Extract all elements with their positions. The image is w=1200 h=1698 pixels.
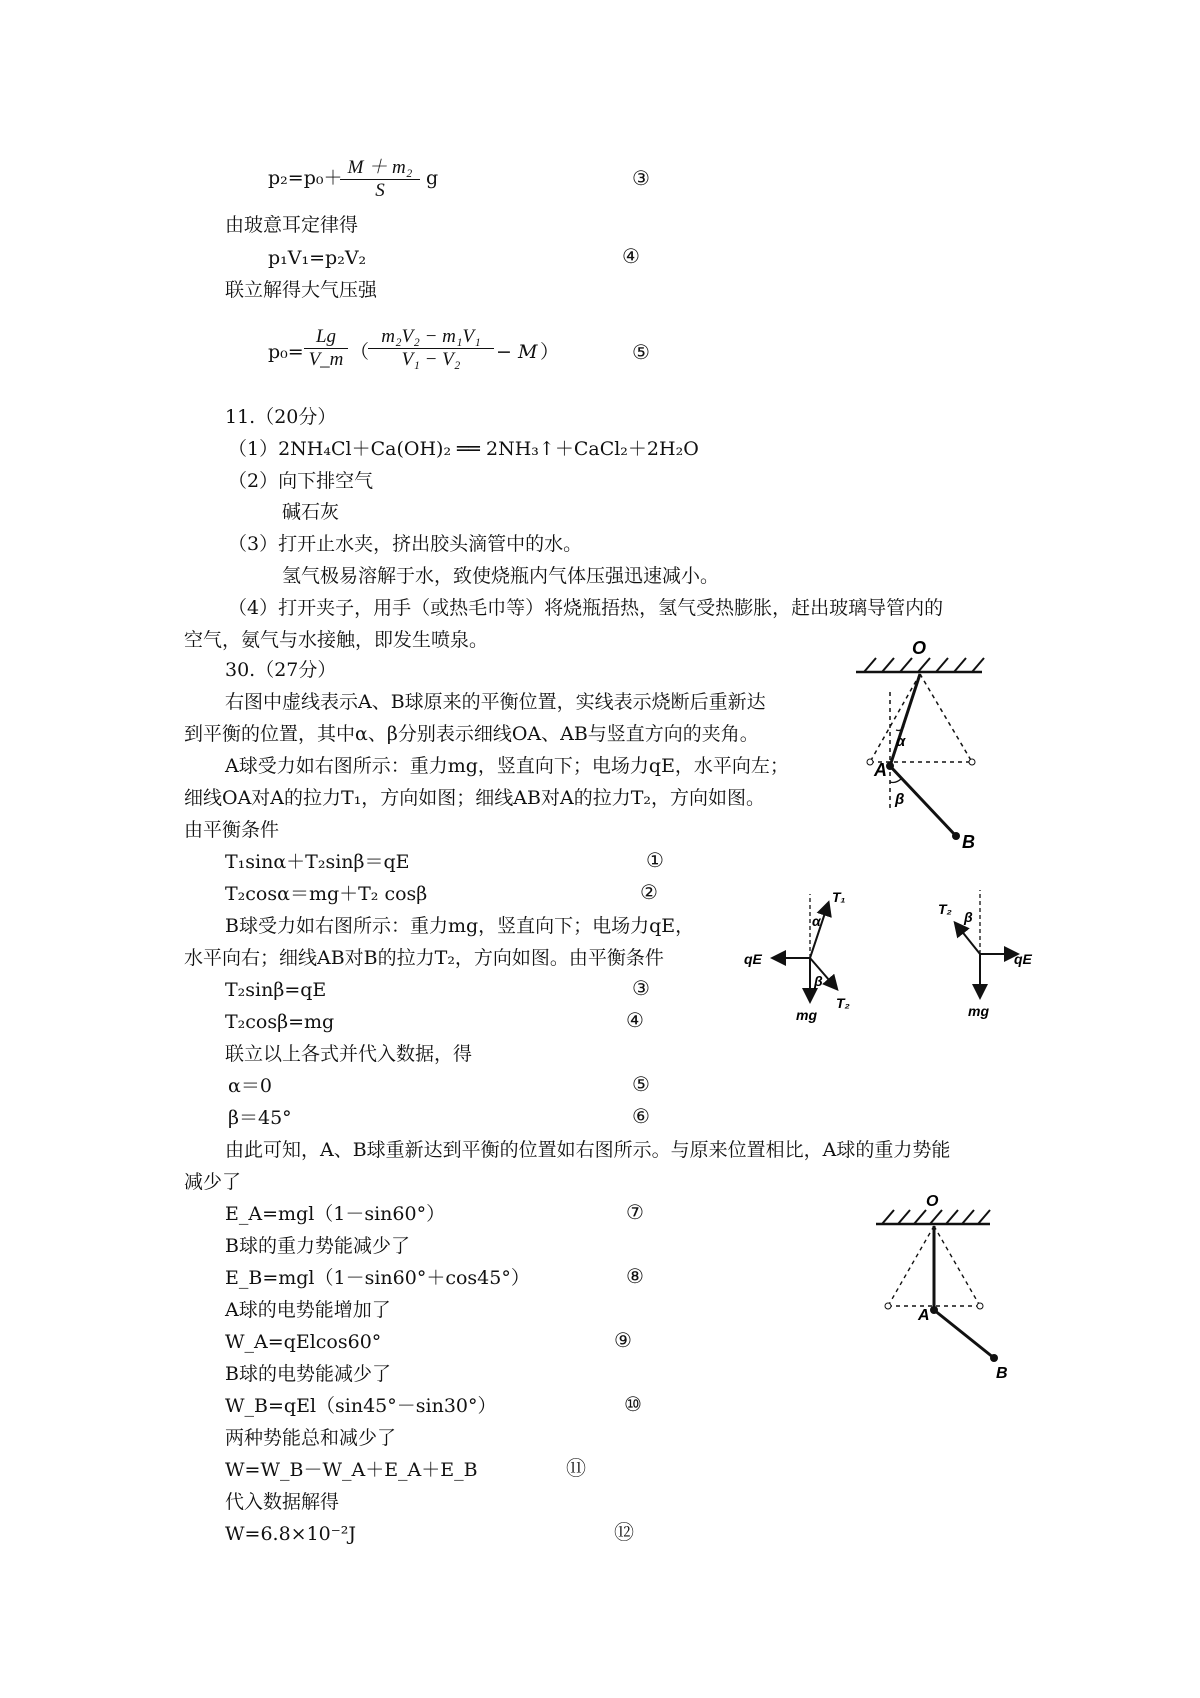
q30-eq12-number: ⑫ [614,1520,634,1544]
solve-label: 联立解得大气压强 [225,279,378,301]
q30-p4: 联立以上各式并代入数据，得 [225,1043,473,1065]
eq5-f1-numer: Lg [315,326,337,347]
eq5-f2-numer: m₂V₂ − m₁V₁ [381,326,481,347]
q30-p9: 两种势能总和减少了 [225,1427,397,1449]
q30-eq9: W_A=qElcos60° [225,1331,382,1353]
fig1-label-O: O [912,638,927,658]
fig2-label-T1: T₁ [832,889,846,905]
q30-p8: B球的电势能减少了 [225,1363,391,1385]
q11-header: 11.（20分） [225,406,337,428]
q30-p10: 代入数据解得 [225,1491,340,1513]
fig3-label-qE: qE [1014,951,1032,967]
q30-p1b: 到平衡的位置，其中α、β分别表示细线OA、AB与竖直方向的夹角。 [184,723,759,745]
q30-p5a: 由此可知，A、B球重新达到平衡的位置如右图所示。与原来位置相比，A球的重力势能 [225,1139,951,1161]
q30-p2b: 细线OA对A的拉力T₁，方向如图；细线AB对A的拉力T₂，方向如图。 [184,787,766,809]
q30-eq6: β＝45° [228,1107,292,1129]
q30-p1a: 右图中虚线表示A、B球原来的平衡位置，实线表示烧断后重新达 [225,691,766,713]
force-diagram-A [740,884,880,1024]
eq3-top-fraction [340,152,420,202]
eq3-top-tail: g [426,167,439,189]
eq5-number: ⑤ [632,340,650,364]
fig3-label-mg: mg [968,1003,989,1019]
q30-eq4-number: ④ [626,1008,644,1032]
fig1-label-alpha: α [896,733,906,750]
q30-eq7: E_A=mgl（1－sin60°） [225,1203,446,1225]
fig1-label-B: B [962,832,975,852]
q11-line-1: （1）2NH₄Cl＋Ca(OH)₂ ══ 2NH₃↑＋CaCl₂＋2H₂O [228,438,699,460]
q30-p2a: A球受力如右图所示：重力mg，竖直向下；电场力qE，水平向左； [225,755,789,777]
q30-eq8: E_B=mgl（1－sin60°＋cos45°） [225,1267,530,1289]
pendulum-figure-2 [870,1186,1010,1386]
fig3-label-T2: T₂ [938,901,952,917]
q30-eq11: W=W_B－W_A＋E_A＋E_B [225,1459,478,1481]
q30-eq5-number: ⑤ [632,1072,650,1096]
force-diagram-B [930,884,1040,1024]
fig3-label-beta: β [964,909,973,925]
fig4-label-O: O [926,1193,939,1210]
eq3-top-lhs: p₂=p₀＋ [268,167,343,189]
q30-eq10: W_B=qEl（sin45°－sin30°） [225,1395,497,1417]
eq5-fraction-2 [368,326,494,371]
q11-line-5: 氢气极易溶解于水，致使烧瓶内气体压强迅速减小。 [282,565,720,587]
pendulum-figure-1 [850,632,1020,852]
q30-eq4: T₂cosβ=mg [225,1011,335,1033]
q11-line-7: 空气，氨气与水接触，即发生喷泉。 [184,629,489,651]
eq5-f2-denom: V₁ − V₂ [368,348,494,371]
q30-eq12: W=6.8×10⁻²J [225,1523,357,1545]
eq4-number: ④ [622,244,640,268]
q11-line-4: （3）打开止水夹，挤出胶头滴管中的水。 [228,533,583,555]
q30-eq1: T₁sinα＋T₂sinβ＝qE [225,851,410,873]
q30-eq3: T₂sinβ=qE [225,979,327,1001]
q30-eq6-number: ⑥ [632,1104,650,1128]
q30-eq3-number: ③ [632,976,650,1000]
q11-line-2: （2）向下排空气 [228,470,374,492]
eq3-top-denom: S [340,179,420,202]
fig2-label-qE: qE [744,951,762,967]
fig1-label-beta: β [895,791,905,808]
q11-line-6: （4）打开夹子，用手（或热毛巾等）将烧瓶捂热，氢气受热膨胀，赶出玻璃导管内的 [228,597,944,619]
q30-eq2: T₂cosα＝mg＋T₂ cosβ [225,883,428,905]
fig4-label-B: B [996,1365,1008,1382]
q30-p5b: 减少了 [184,1171,242,1193]
q30-eq11-number: ⑪ [566,1456,586,1480]
boyle-label: 由玻意耳定律得 [225,214,359,236]
q30-p2c: 由平衡条件 [184,819,280,841]
eq5-paren-close: ） [540,341,560,363]
q30-p3a: B球受力如右图所示：重力mg，竖直向下；电场力qE， [225,915,695,937]
eq4: p₁V₁=p₂V₂ [268,247,367,269]
eq5-f1-denom: V_m [304,348,348,371]
eq5-lhs: p₀= [268,341,304,363]
q30-p6: B球的重力势能减少了 [225,1235,410,1257]
q30-eq10-number: ⑩ [624,1392,642,1416]
eq3-top-number: ③ [632,166,650,190]
q30-p7: A球的电势能增加了 [225,1299,391,1321]
q30-eq2-number: ② [640,880,658,904]
fig1-label-A: A [874,760,887,780]
q30-eq7-number: ⑦ [626,1200,644,1224]
q30-eq1-number: ① [646,848,664,872]
q30-eq9-number: ⑨ [614,1328,632,1352]
eq5-fraction-1 [304,326,348,371]
fig2-label-T2: T₂ [836,995,850,1011]
q11-line-3: 碱石灰 [282,501,340,523]
fig2-label-mg: mg [796,1007,817,1023]
q30-header: 30.（27分） [225,659,337,681]
fig2-label-beta: β [814,973,823,989]
q30-p3b: 水平向右；细线AB对B的拉力T₂，方向如图。由平衡条件 [184,947,664,969]
q30-eq8-number: ⑧ [626,1264,644,1288]
eq5-paren-open: （ [350,341,370,363]
q30-eq5: α＝0 [228,1075,272,1097]
eq3-top-numer: M ＋ m₂ [347,157,413,178]
fig2-label-alpha: α [812,913,821,929]
eq5-minus-m: − M [496,341,538,363]
fig4-label-A: A [918,1307,930,1324]
